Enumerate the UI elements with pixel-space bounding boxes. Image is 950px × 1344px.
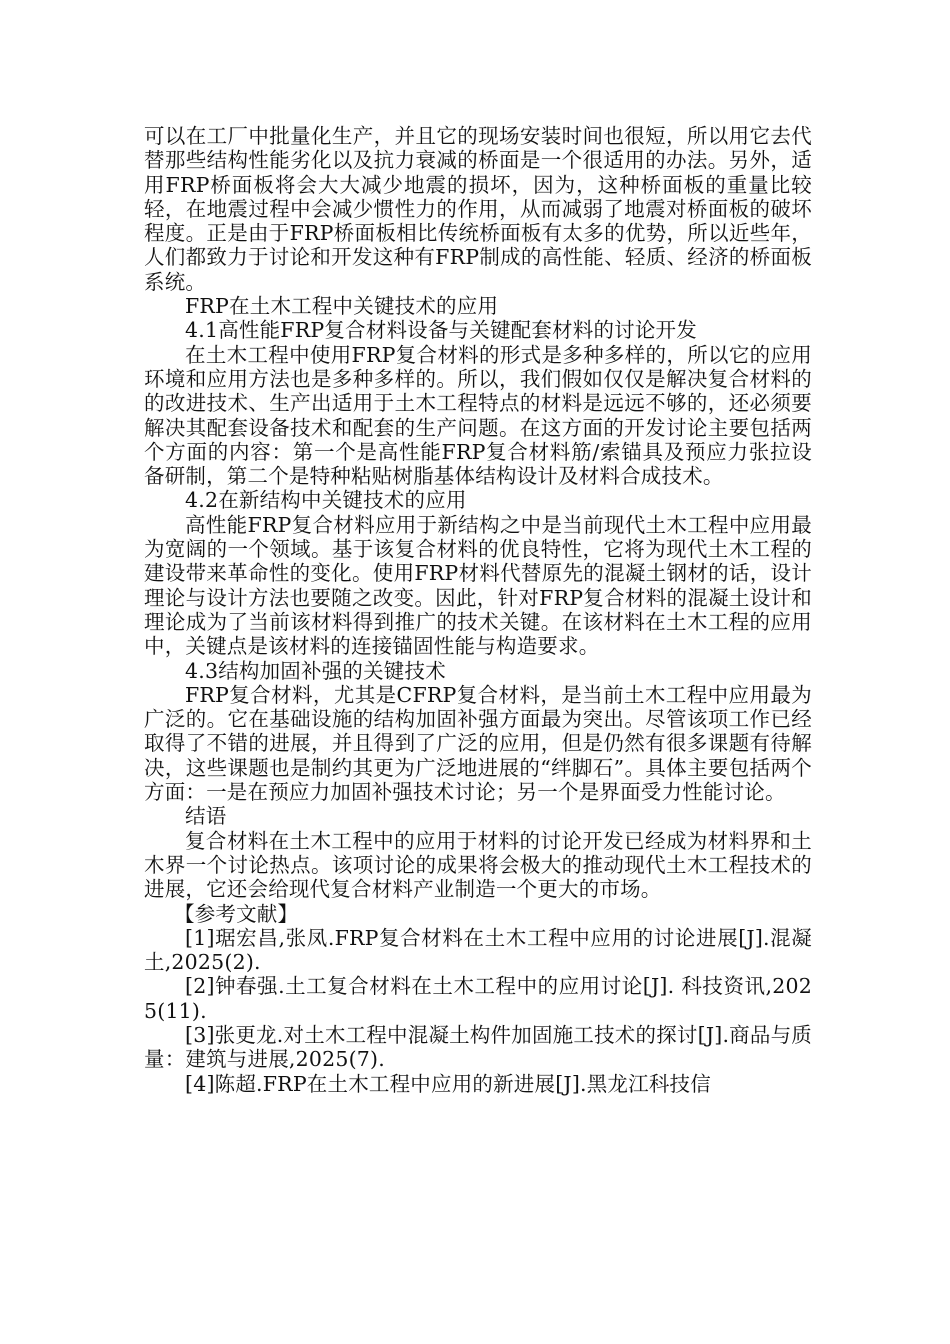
reference-item-2: [2]钟春强.土工复合材料在土木工程中的应用讨论[J]. 科技资讯,2025(11).: [144, 974, 812, 1023]
conclusion-paragraph: 复合材料在土木工程中的应用于材料的讨论开发已经成为材料界和土木界一个讨论热点。该项讨论的成果将会极大的推动现代土木工程技术的进展，它还会给现代复合材料产业制造一个更大的市场。: [144, 828, 812, 902]
document-page: [144, 124, 812, 1096]
reference-item-1: [1]琚宏昌,张凤.FRP复合材料在土木工程中应用的讨论进展[J].混凝土,2025(2).: [144, 925, 812, 975]
body-paragraph-4-2: 高性能FRP复合材料应用于新结构之中是当前现代土木工程中应用最为宽阔的一个领域。基于该复合材料的优良特性，它将为现代土木工程的建设带来革命性的变化。使用FRP材料代替原先的混凝土钢材的话，设计理论与设计方法也要随之改变。因此，针对FRP复合材料的混凝土设计和理论成为了当前该材料得到推广的技术关键。在该材料在土木工程的应用中，关键点是该材料的连接锚固性能与构造要求。: [144, 512, 812, 659]
reference-item-4: [4]陈超.FRP在土木工程中应用的新进展[J].黑龙江科技信: [185, 1071, 711, 1096]
body-paragraph-4-3: FRP复合材料，尤其是CFRP复合材料，是当前土木工程中应用最为广泛的。它在基础设施的结构加固补强方面最为突出。尽管该项工作已经取得了不错的进展，并且得到了广泛的应用，但是仍然有很多课题有待解决，这些课题也是制约其更为广泛地进展的“绊脚石”。具体主要包括两个方面：一是在预应力加固补强技术讨论；另一个是界面受力性能讨论。: [144, 682, 812, 805]
conclusion-heading: 结语: [185, 804, 227, 829]
subheading-4-1: 4.1高性能FRP复合材料设备与关键配套材料的讨论开发: [185, 318, 697, 343]
reference-item-3: [3]张更龙.对土木工程中混凝土构件加固施工技术的探讨[J].商品与质量：建筑与进展,2025(7).: [144, 1022, 812, 1072]
subheading-4-2: 4.2在新结构中关键技术的应用: [185, 488, 467, 513]
subheading-4-3: 4.3结构加固补强的关键技术: [185, 658, 446, 683]
body-paragraph-bridge-deck: 可以在工厂中批量化生产，并且它的现场安装时间也很短，所以用它去代替那些结构性能劣化以及抗力衰减的桥面是一个很适用的办法。另外，适用FRP桥面板将会大大减少地震的损坏，因为，这种桥面板的重量比较轻，在地震过程中会减少惯性力的作用，从而减弱了地震对桥面板的破坏程度。正是由于FRP桥面板相比传统桥面板有太多的优势，所以近些年，人们都致力于讨论和开发这种有FRP制成的高性能、轻质、经济的桥面板系统。: [144, 124, 812, 294]
references-heading: 【参考文献】: [174, 901, 299, 926]
section-heading-key-tech: FRP在土木工程中关键技术的应用: [185, 294, 499, 319]
body-paragraph-4-1: 在土木工程中使用FRP复合材料的形式是多种多样的，所以它的应用环境和应用方法也是多种多样的。所以，我们假如仅仅是解决复合材料的的改进技术、生产出适用于土木工程特点的材料是远远不够的，还必须要解决其配套设备技术和配套的生产问题。在这方面的开发讨论主要包括两个方面的内容：第一个是高性能FRP复合材料筋/索锚具及预应力张拉设备研制，第二个是特种粘贴树脂基体结构设计及材料合成技术。: [144, 342, 812, 489]
